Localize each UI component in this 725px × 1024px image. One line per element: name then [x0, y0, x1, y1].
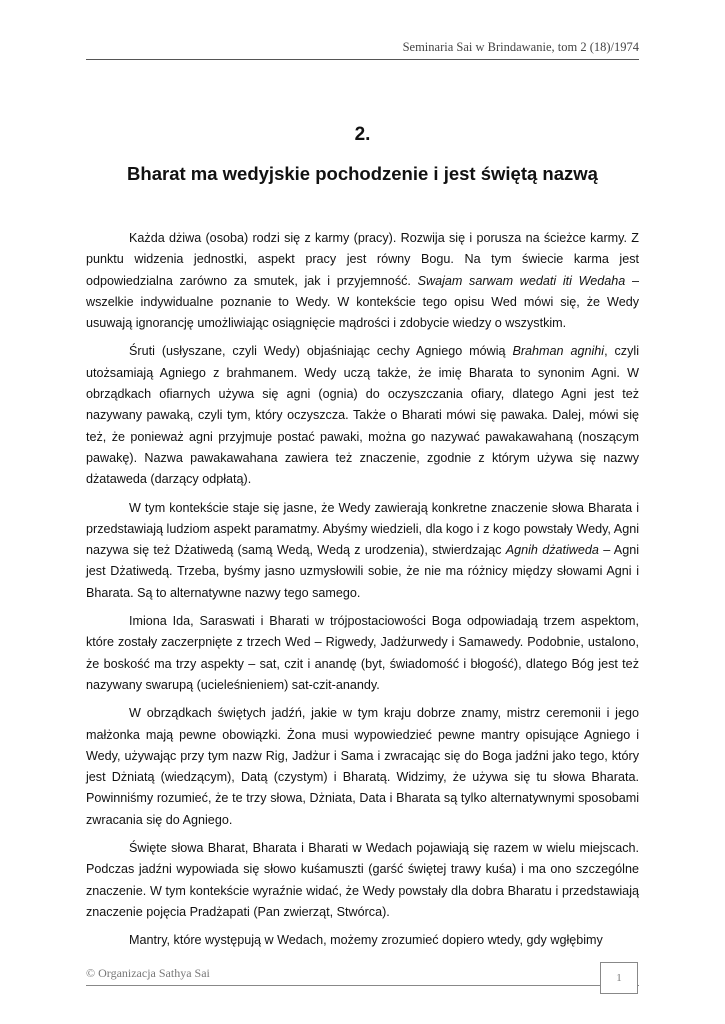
chapter-title: Bharat ma wedyjskie pochodzenie i jest świętą nazwą: [127, 163, 598, 184]
paragraph: [86, 228, 639, 334]
text-run: Święte słowa Bharat, Bharata i Bharati w Wedach pojawiają się razem w wielu miejscach. Podczas jadźni wypowiada się słowo kuśamuszti (garść świętej trawy kuśa) i ma ono szczególne znaczenie. W tym kontekście wyraźnie widać, że Wedy powstały dla dobra Bharatu i przedstawiają znaczenie pojęcia Pradżapati (Pan zwierząt, Stwórca).: [86, 841, 639, 919]
body-text: [86, 228, 639, 959]
paragraph: [86, 930, 639, 951]
text-run: Każda dżiwa (osoba) rodzi się z karmy (pracy). Rozwija się i porusza na ścieżce karmy. Z punktu widzenia jednostki, aspekt pracy jest równy Bogu. Na tym świecie karma jest odpowiedzialna zarówno za smutek, jak i przyjemność.: [86, 231, 639, 288]
text-run: Imiona Ida, Saraswati i Bharati w trójpostaciowości Boga odpowiadają trzem aspektom, które zostały zaczerpnięte z trzech Wed – Rigwedy, Jadżurwedy i Samawedy. Podobnie, ustalono, że boskość ma trzy aspekty – sat, czit i anandę (byt, świadomość i błogość), dlatego Bóg jest też nazywany swarupą (ucieleśnieniem) sat-czit-anandy.: [86, 614, 639, 692]
text-run: W obrządkach świętych jadźń, jakie w tym kraju dobrze znamy, mistrz ceremonii i jego małżonka mają pewne obowiązki. Żona musi wypowiedzieć pewne mantry opisujące Agniego i Wedy, używając przy tym nazw Rig, Jadżur i Sama i zwracając się do Boga jadźni jako tego, który jest Dżniatą (wiedzącym), Datą (czystym) i Bharatą. Widzimy, że używa się tu słowa Bharata. Powinniśmy rozumieć, że te trzy słowa, Dżniata, Data i Bharata są tylko alternatywnymi sposobami zwracania się do Agniego.: [86, 706, 639, 827]
text-run: Mantry, które występują w Wedach, możemy zrozumieć dopiero wtedy, gdy wgłębimy: [129, 933, 603, 948]
text-run: Śruti (usłyszane, czyli Wedy) objaśniając cechy Agniego mówią: [129, 344, 513, 359]
footer-rule: [86, 985, 639, 986]
paragraph: [86, 703, 639, 831]
running-header: Seminaria Sai w Brindawanie, tom 2 (18)/1974: [402, 40, 639, 54]
text-run: – Agni jest Dżatiwedą. Trzeba, byśmy jasno uzmysłowili sobie, że nie ma różnicy między słowami Agni i Bharata. Są to alternatywne nazwy tego samego.: [86, 543, 640, 600]
text-run: – wszelkie indywidualne poznanie to Wedy. W kontekście tego opisu Wed mówi się, że Wedy usuwają ignorancję umożliwiając osiągnięcie mądrości i zdobycie wiedzy o wszystkim.: [86, 273, 639, 331]
text-run: W tym kontekście staje się jasne, że Wedy zawierają konkretne znaczenie słowa Bharata i przedstawiają ludziom aspekt paramatmy. Abyśmy wiedzieli, dla kogo i z kogo powstały Wedy, Agni nazywa się też Dżatiwedą (samą Wedą, Wedą z urodzenia), stwierdzając: [86, 500, 639, 558]
footer-copyright: © Organizacja Sathya Sai: [86, 966, 210, 980]
italic-phrase: Agnih dżatiweda: [505, 543, 599, 558]
italic-phrase: Swajam sarwam wedati iti Wedaha: [417, 273, 626, 288]
page-number: 1: [600, 962, 638, 994]
italic-phrase: Brahman agnihi: [512, 344, 605, 359]
header-rule: [86, 59, 639, 60]
paragraph: [86, 341, 639, 490]
paragraph: [86, 611, 639, 696]
text-run: , czyli utożsamiają Agniego z brahmanem. Wedy uczą także, że imię Bharata to synonim Agni. W obrządkach ofiarnych używa się agni (ognia) do oczyszczania ofiary, dlatego Agni jest też nazywany pawaką, czyli tym, który oczyszcza. Także o Bharati mówi się pawaka. Dalej, mówi się też, że ponieważ agni przyjmuje postać pawaki, można go nazywać pawakawahaną (noszącym pawakę). Nazwa pawakawahana zawiera też znaczenie, zgodnie z którym używa się nazwy dżataweda (darzący odpłatą).: [86, 344, 639, 487]
paragraph: [86, 838, 639, 923]
paragraph: [86, 498, 639, 604]
chapter-number: 2.: [354, 124, 371, 145]
